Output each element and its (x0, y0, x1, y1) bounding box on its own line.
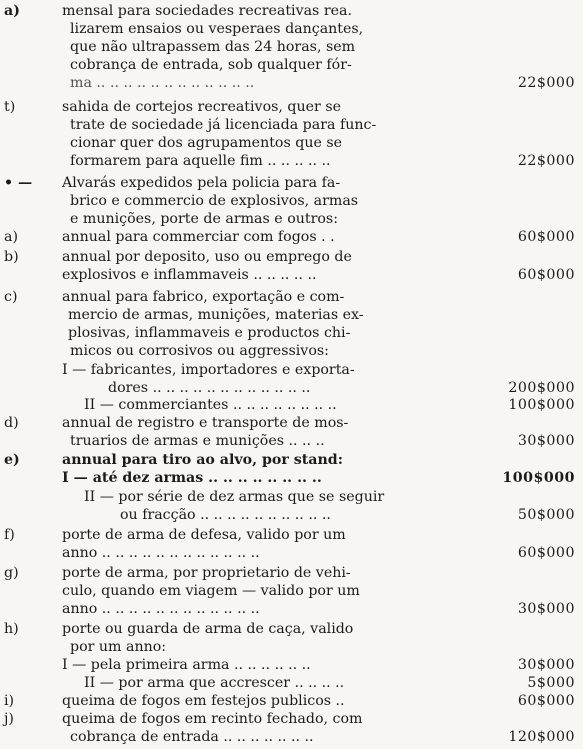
line-text: por um anno: (70, 639, 167, 655)
line-text: explosivos e inflammaveis .. .. .. .. .. (62, 267, 317, 283)
text-line (0, 210, 583, 228)
amount: 22$000 (517, 153, 575, 169)
amount: 50$000 (517, 507, 575, 523)
line-text: annual para fabrico, exportação e com- (62, 289, 345, 305)
amount: 60$000 (517, 545, 575, 561)
amount: 120$000 (508, 729, 575, 745)
line-text: mensal para sociedades recreativas rea. (62, 3, 352, 19)
line-text: cobrança de entrada .. .. .. .. .. .. .. (70, 729, 314, 745)
line-text: annual para commerciar com fogos . . (62, 229, 335, 245)
line-text: plosivas, inflammaveis e productos chi- (68, 325, 351, 341)
line-text: anno .. .. .. .. .. .. .. .. .. .. .. .. (62, 601, 260, 617)
amount: 60$000 (517, 267, 575, 283)
text-line (0, 506, 583, 524)
line-text: dores .. .. .. .. .. .. .. .. .. .. .. .. (108, 380, 311, 396)
item-label: c) (4, 289, 18, 305)
text-line (0, 620, 583, 638)
text-line (0, 656, 583, 674)
text-line (0, 20, 583, 38)
line-text: queima de fogos em festejos publicos .. (62, 693, 345, 709)
line-text: annual por deposito, uso ou emprego de (62, 249, 352, 265)
text-line (0, 396, 583, 414)
amount: 100$000 (502, 470, 575, 486)
line-text: annual de registro e transporte de mos- (62, 415, 349, 431)
text-line (0, 342, 583, 360)
text-line (0, 134, 583, 152)
line-text: formarem para aquelle fim .. .. .. .. .. (70, 153, 331, 169)
text-line (0, 414, 583, 432)
line-text: e munições, porte de armas e outros: (70, 211, 338, 227)
text-line (0, 152, 583, 170)
text-line (0, 638, 583, 656)
item-label: e) (4, 452, 20, 468)
line-text: II — commerciantes .. .. .. .. .. .. .. .. (84, 397, 337, 413)
line-text: I — até dez armas .. .. .. .. .. .. .. .. (62, 470, 322, 486)
line-text: ou fracção .. .. .. .. .. .. .. .. .. .. (120, 507, 331, 523)
amount: 100$000 (508, 397, 575, 413)
text-line (0, 174, 583, 192)
text-line (0, 266, 583, 284)
text-line (0, 361, 583, 379)
amount: 30$000 (517, 657, 575, 673)
text-line (0, 379, 583, 397)
text-line (0, 324, 583, 342)
item-label: d) (4, 415, 19, 431)
line-text: brico e commercio de explosivos, armas (70, 193, 359, 209)
item-label: f) (4, 527, 15, 543)
line-text: trate de sociedade já licenciada para func- (70, 117, 377, 133)
amount: 22$000 (517, 75, 575, 91)
line-text: cobrança de entrada, sob qualquer fór- (70, 57, 352, 73)
item-label: h) (4, 621, 19, 637)
line-text: annual para tiro ao alvo, por stand: (62, 452, 343, 468)
item-label: a) (4, 3, 20, 19)
line-text: II — por arma que accrescer .. .. .. .. (84, 675, 345, 691)
amount: 60$000 (517, 693, 575, 709)
amount: 5$000 (527, 675, 575, 691)
line-text: truarios de armas e munições .. .. .. (70, 433, 325, 449)
line-text: culo, quando em viagem — valido por um (62, 583, 360, 599)
text-line (0, 710, 583, 728)
line-text: queima de fogos em recinto fechado, com (62, 711, 363, 727)
text-line (0, 728, 583, 746)
item-label: • — (4, 175, 33, 191)
line-text: mercio de armas, munições, materias ex- (68, 307, 364, 323)
line-text: anno .. .. .. .. .. .. .. .. .. .. .. .. (62, 545, 260, 561)
text-line (0, 582, 583, 600)
line-text: I — fabricantes, importadores e exporta- (62, 362, 355, 378)
line-text: que não ultrapassem das 24 horas, sem (70, 39, 356, 55)
text-line (0, 432, 583, 450)
line-text: sahida de cortejos recreativos, quer se (62, 99, 341, 115)
line-text: lizarem ensaios ou vesperaes dançantes, (70, 21, 364, 37)
line-text: porte de arma de defesa, valido por um (62, 527, 346, 543)
text-line (0, 2, 583, 20)
text-line (0, 56, 583, 74)
item-label: b) (4, 249, 19, 265)
text-line (0, 692, 583, 710)
text-line (0, 288, 583, 306)
item-label: g) (4, 565, 19, 581)
line-text: micos ou corrosivos ou aggressivos: (70, 343, 329, 359)
text-line (0, 38, 583, 56)
text-line (0, 306, 583, 324)
line-text: porte de arma, por proprietario de vehi- (62, 565, 351, 581)
line-text: Alvarás expedidos pela policia para fa- (62, 175, 341, 191)
line-text: I — pela primeira arma .. .. .. .. .. .. (62, 657, 311, 673)
amount: 200$000 (508, 380, 575, 396)
item-label: j) (4, 711, 14, 727)
amount: 30$000 (517, 601, 575, 617)
text-line (0, 192, 583, 210)
text-line (0, 469, 583, 487)
line-text: ma .. .. .. .. .. .. .. .. .. .. .. .. (70, 75, 255, 91)
text-line (0, 98, 583, 116)
text-line (0, 544, 583, 562)
text-line (0, 116, 583, 134)
amount: 30$000 (517, 433, 575, 449)
text-line (0, 674, 583, 692)
amount: 60$000 (517, 229, 575, 245)
item-label: a) (4, 229, 18, 245)
text-line (0, 488, 583, 506)
line-text: porte ou guarda de arma de caça, valido (62, 621, 354, 637)
text-line (0, 600, 583, 618)
text-line (0, 451, 583, 469)
line-text: cionar quer dos agrupamentos que se (70, 135, 343, 151)
text-line (0, 74, 583, 92)
text-line (0, 526, 583, 544)
text-line (0, 228, 583, 246)
line-text: II — por série de dez armas que se seguir (84, 489, 385, 505)
item-label: i) (4, 693, 15, 709)
text-line (0, 564, 583, 582)
item-label: t) (4, 99, 16, 115)
text-line (0, 248, 583, 266)
